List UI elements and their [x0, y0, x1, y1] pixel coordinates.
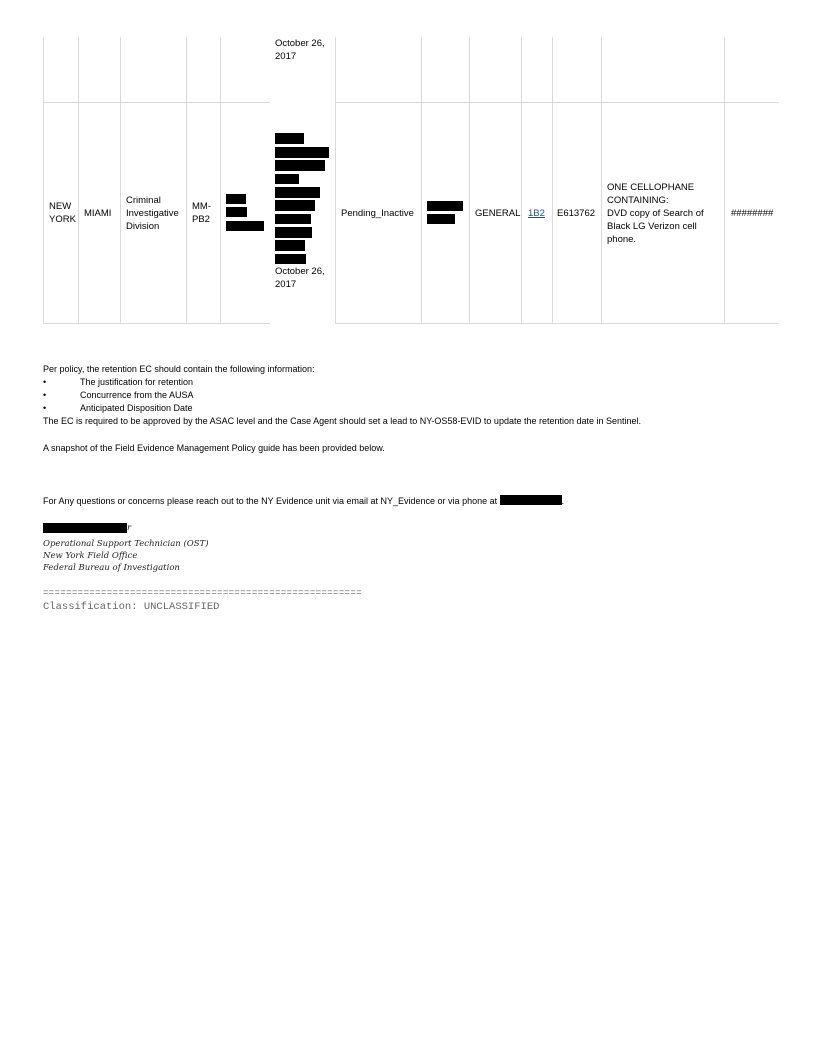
redaction [275, 254, 306, 264]
cell-division: Criminal Investigative Division [126, 194, 179, 232]
cell-last: ######## [731, 207, 774, 219]
redaction [226, 194, 246, 204]
cell-date: October 26, 2017 [275, 266, 325, 290]
redaction [226, 207, 247, 217]
policy-intro: Per policy, the retention EC should contain the following information: [43, 364, 315, 374]
cell-type: GENERAL [475, 207, 521, 219]
signature-office: New York Field Office [43, 551, 138, 561]
redaction [275, 227, 312, 238]
signature-title: Operational Support Technician (OST) [43, 539, 209, 549]
redaction [275, 214, 311, 224]
cell-status: Pending_Inactive [341, 207, 414, 219]
top-row-date: October 26, 2017 [275, 38, 325, 62]
policy-bullet: • [43, 390, 47, 400]
signature-agency: Federal Bureau of Investigation [43, 563, 180, 573]
redaction [275, 174, 299, 184]
redaction [275, 147, 329, 158]
policy-item: The justification for retention [80, 377, 194, 387]
cell-code: MM- PB2 [192, 201, 211, 225]
redaction [275, 200, 315, 211]
redaction [500, 495, 562, 505]
redaction [275, 240, 305, 251]
policy-bullet: • [43, 403, 47, 413]
redaction [427, 201, 463, 211]
redaction [427, 214, 455, 224]
policy-item: Concurrence from the AUSA [80, 390, 194, 400]
redaction [275, 187, 320, 198]
redaction [226, 221, 264, 231]
classification: Classification: UNCLASSIFIED [43, 601, 220, 613]
evidence-table [43, 37, 779, 324]
cell-office: NEW YORK [49, 201, 76, 225]
cell-city: MIAMI [84, 207, 112, 219]
item-link[interactable]: 1B2 [528, 207, 545, 219]
redaction [43, 523, 127, 533]
redaction [275, 160, 325, 171]
cell-description: ONE CELLOPHANE CONTAINING: DVD copy of Search of Black LG Verizon cell phone. [607, 181, 704, 245]
contact-line: For Any questions or concerns please reach out to the NY Evidence unit via email at NY_Evidence or via phone at . [43, 496, 565, 506]
policy-approval: The EC is required to be approved by the ASAC level and the Case Agent should set a lead to NY-OS58-EVID to update the retention date in Sentinel. [43, 416, 642, 426]
footer-rule: ======================================================= [43, 588, 363, 598]
cell-item [528, 103, 552, 323]
signature-name-suffix: r [127, 523, 132, 533]
policy-bullet: • [43, 377, 47, 387]
policy-item: Anticipated Disposition Date [80, 403, 193, 413]
redaction [275, 133, 304, 144]
cell-barcode: E613762 [557, 207, 596, 219]
policy-snapshot: A snapshot of the Field Evidence Management Policy guide has been provided below. [43, 443, 385, 453]
